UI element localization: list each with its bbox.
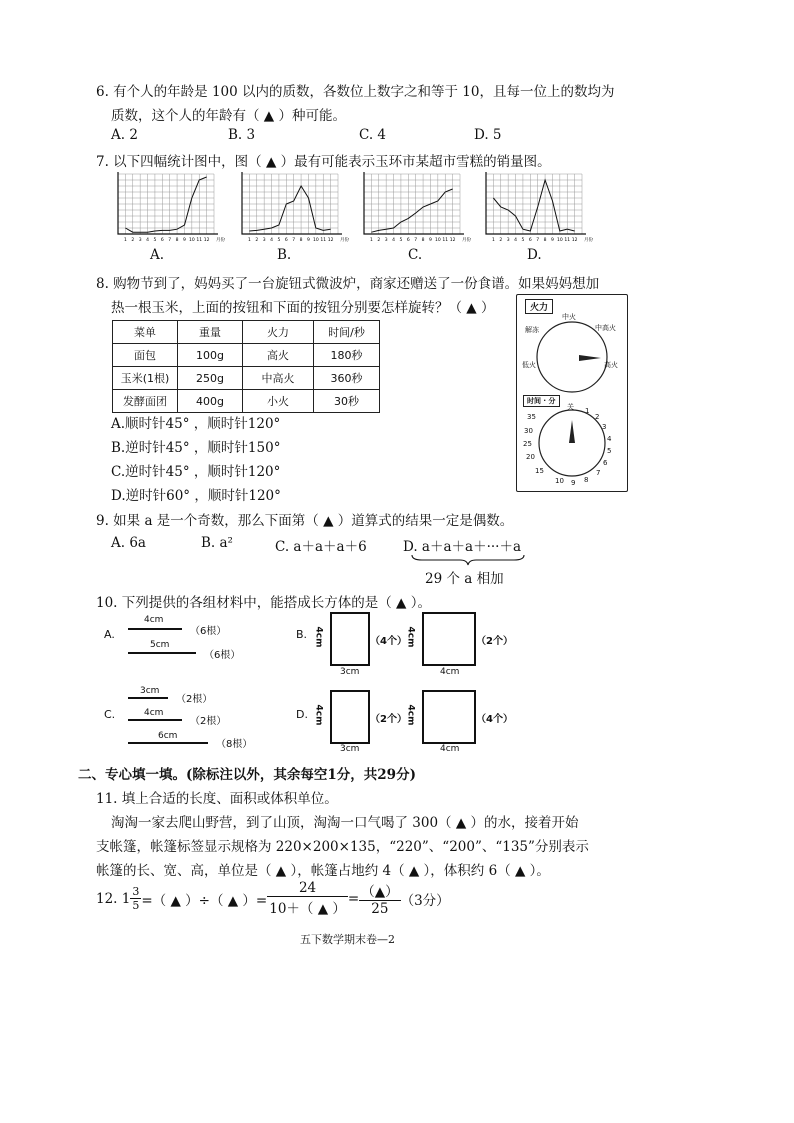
table-cell: 中高火 — [243, 367, 314, 390]
timer-number: 30 — [524, 427, 533, 435]
x-axis-unit: 月份 — [340, 238, 349, 243]
q12-frac2-den: 10＋（ ▲ ） — [269, 901, 346, 917]
q10-b-label: B. — [296, 628, 308, 641]
x-tick-label: 10 — [188, 238, 195, 243]
x-tick-label: 3 — [262, 238, 266, 243]
q7-label-d: D. — [527, 247, 542, 263]
q10-a-bar1 — [128, 628, 182, 630]
x-axis-unit: 月份 — [216, 238, 225, 243]
q7-chart-c — [356, 172, 478, 246]
timer-number: 15 — [535, 467, 544, 475]
q10-c-bar2-len: 4cm — [144, 708, 164, 718]
x-tick-label: 4 — [392, 238, 395, 243]
x-tick-label: 5 — [277, 238, 281, 243]
q12-mid: =（ ▲ ）÷（ ▲ ）= — [141, 892, 268, 909]
dial1-label-midhigh: 中高火 — [595, 324, 616, 332]
q12-prefix: 12. 1 — [96, 890, 131, 907]
q10-c-bar3-count: （8根） — [216, 739, 253, 750]
q7-label-a: A. — [150, 247, 165, 263]
page-footer: 五下数学期末卷—2 — [300, 933, 395, 946]
section2-title: 二、专心填一填。(除标注以外，其余每空1分，共29分) — [78, 767, 416, 783]
table-header: 重量 — [178, 321, 243, 344]
table-header: 菜单 — [113, 321, 178, 344]
q10-a-bar1-count: （6根） — [190, 626, 227, 637]
dial1-label-mid: 中火 — [562, 313, 576, 321]
x-tick-label: 1 — [491, 238, 495, 243]
q10-d-rect1-w: 3cm — [340, 744, 360, 754]
dial2-off: 关 — [567, 403, 574, 411]
q6-option-b: B. 3 — [228, 127, 256, 143]
q7-chart-d — [478, 172, 600, 246]
x-tick-label: 9 — [551, 238, 554, 243]
x-tick-label: 12 — [449, 238, 456, 243]
table-row — [113, 390, 380, 413]
dial1-label-defrost: 解冻 — [525, 326, 539, 334]
x-tick-label: 3 — [506, 238, 510, 243]
x-tick-label: 1 — [369, 238, 373, 243]
q10-a-bar2-len: 5cm — [150, 640, 170, 650]
q7-label-c: C. — [408, 247, 423, 263]
series-line — [249, 186, 330, 231]
q10-d-rect1 — [330, 690, 370, 744]
x-tick-label: 6 — [528, 238, 532, 243]
q6-option-c: C. 4 — [359, 127, 387, 143]
timer-number: 10 — [555, 477, 564, 485]
x-tick-label: 4 — [270, 238, 273, 243]
q12-frac1-num: 3 — [132, 885, 140, 898]
q11-line2: 支帐篷，帐篷标签显示规格为 220×200×135，“220”、“200”、“135”分别表示 — [96, 839, 589, 855]
table-cell: 180秒 — [314, 344, 380, 367]
table-row — [113, 367, 380, 390]
x-tick-label: 5 — [153, 238, 157, 243]
q11-line3: 帐篷的长、宽、高，单位是（ ▲ ），帐篷占地约 4（ ▲ ），体积约 6（ ▲ ）。 — [96, 863, 550, 879]
timer-number: 9 — [571, 479, 576, 487]
q10-c-bar1-len: 3cm — [140, 686, 160, 696]
timer-number: 7 — [596, 469, 601, 477]
q10-a-label: A. — [104, 628, 115, 641]
q12-fraction1 — [130, 885, 141, 912]
q6-option-a: A. 2 — [111, 127, 138, 143]
x-tick-label: 7 — [292, 238, 296, 243]
x-tick-label: 5 — [399, 238, 403, 243]
q10-d-rect1-count: （2个） — [370, 714, 407, 725]
x-tick-label: 8 — [175, 238, 179, 243]
q12-eq: = — [347, 890, 360, 907]
q10-b-rect2-w: 4cm — [440, 667, 460, 677]
x-tick-label: 11 — [442, 238, 449, 243]
table-header: 时间/秒 — [314, 321, 380, 344]
q10-d-rect2-count: （4个） — [476, 714, 513, 725]
x-tick-label: 4 — [514, 238, 517, 243]
q10-b-rect1 — [330, 612, 370, 666]
q10-b-rect1-h: 4cm — [313, 626, 324, 648]
series-line — [493, 180, 574, 231]
q10-b-rect2-count: （2个） — [476, 636, 513, 647]
x-tick-label: 5 — [521, 238, 525, 243]
x-tick-label: 3 — [384, 238, 388, 243]
q8-recipe-table — [112, 320, 380, 413]
dial1-label-high: 高火 — [604, 361, 618, 369]
q10-c-bar3-len: 6cm — [158, 731, 178, 741]
timer-number: 5 — [607, 447, 612, 455]
x-tick-label: 12 — [203, 238, 210, 243]
q9-brace-label: 29 个 a 相加 — [425, 571, 504, 587]
q12-frac3-num: （▲） — [359, 880, 400, 901]
q10-d-rect2-w: 4cm — [440, 744, 460, 754]
x-tick-label: 6 — [160, 238, 164, 243]
timer-number: 2 — [595, 413, 600, 421]
q12-frac3-den: 25 — [371, 901, 389, 917]
q9-option-c: C. a＋a＋a＋6 — [275, 539, 367, 555]
x-tick-label: 8 — [299, 238, 303, 243]
q10-c-bar3 — [128, 742, 208, 744]
x-tick-label: 11 — [196, 238, 203, 243]
x-tick-label: 9 — [429, 238, 432, 243]
x-tick-label: 9 — [183, 238, 186, 243]
q7-label-b: B. — [277, 247, 292, 263]
x-tick-label: 1 — [123, 238, 127, 243]
q9-text: 9. 如果 a 是一个奇数，那么下面第（ ▲ ）道算式的结果一定是偶数。 — [96, 513, 514, 529]
x-tick-label: 1 — [247, 238, 251, 243]
q11-line1: 淘淘一家去爬山野营，到了山顶，淘淘一口气喝了 300（ ▲ ）的水，接着开始 — [111, 815, 579, 831]
q9-brace — [410, 553, 526, 567]
timer-number: 20 — [526, 453, 535, 461]
x-tick-label: 3 — [138, 238, 142, 243]
q10-d-rect2 — [422, 690, 476, 744]
timer-number: 25 — [523, 440, 532, 448]
table-cell: 400g — [178, 390, 243, 413]
q12-frac2-num: 24 — [267, 880, 348, 897]
q7-text: 7. 以下四幅统计图中，图（ ▲ ）最有可能表示玉环市某超市雪糕的销量图。 — [96, 154, 551, 170]
q12-frac1-den: 5 — [132, 899, 140, 912]
table-row — [113, 344, 380, 367]
q10-c-bar1-count: （2根） — [176, 694, 213, 705]
q11-title: 11. 填上合适的长度、面积或体积单位。 — [96, 791, 338, 807]
q10-b-rect1-w: 3cm — [340, 667, 360, 677]
series-line — [125, 177, 206, 232]
q10-d-rect1-h: 4cm — [313, 704, 324, 726]
timer-number: 8 — [584, 476, 589, 484]
dial2-title: 时间 · 分 — [523, 395, 560, 407]
q10-a-bar2-count: （6根） — [204, 650, 241, 661]
x-tick-label: 2 — [499, 238, 503, 243]
q10-c-bar1 — [128, 697, 168, 699]
q10-b-rect2 — [422, 612, 476, 666]
x-tick-label: 8 — [543, 238, 547, 243]
x-tick-label: 7 — [414, 238, 418, 243]
table-cell: 小火 — [243, 390, 314, 413]
q12-fraction3 — [359, 880, 400, 917]
table-cell: 发酵面团 — [113, 390, 178, 413]
x-tick-label: 2 — [255, 238, 259, 243]
x-tick-label: 10 — [434, 238, 441, 243]
x-axis-unit: 月份 — [584, 238, 593, 243]
table-cell: 面包 — [113, 344, 178, 367]
q12-fraction2 — [267, 880, 348, 917]
q12-equation — [96, 880, 450, 917]
table-cell: 360秒 — [314, 367, 380, 390]
q8-line2: 热一根玉米，上面的按钮和下面的按钮分别要怎样旋转？（ ▲ ） — [111, 300, 495, 316]
x-tick-label: 2 — [377, 238, 381, 243]
x-tick-label: 8 — [421, 238, 425, 243]
q6-option-d: D. 5 — [474, 127, 502, 143]
table-cell: 高火 — [243, 344, 314, 367]
q6-line1: 6. 有个人的年龄是 100 以内的质数，各数位上数字之和等于 10，且每一位上的数均为 — [96, 84, 615, 100]
q10-c-bar2-count: （2根） — [190, 716, 227, 727]
power-dial-pointer — [579, 355, 601, 361]
q10-d-rect2-h: 4cm — [405, 704, 416, 726]
q10-a-bar1-len: 4cm — [144, 615, 164, 625]
q10-a-bar2 — [128, 652, 196, 654]
x-tick-label: 4 — [146, 238, 149, 243]
x-tick-label: 11 — [320, 238, 327, 243]
table-header-row — [113, 321, 380, 344]
dial1-label-low: 低火 — [522, 361, 536, 369]
q9-option-b: B. a² — [201, 535, 233, 551]
q7-chart-b — [234, 172, 356, 246]
table-header: 火力 — [243, 321, 314, 344]
q12-points: （3分） — [400, 892, 450, 909]
q10-text: 10. 下列提供的各组材料中，能搭成长方体的是（ ▲ ）。 — [96, 595, 431, 611]
x-tick-label: 11 — [564, 238, 571, 243]
timer-number: 4 — [607, 435, 612, 443]
timer-number: 1 — [585, 407, 590, 415]
q8-line1: 8. 购物节到了，妈妈买了一台旋钮式微波炉，商家还赠送了一份食谱。如果妈妈想加 — [96, 276, 600, 292]
x-tick-label: 6 — [406, 238, 410, 243]
q8-option-b: B.逆时针45° ，顺时针150° — [111, 440, 281, 456]
x-tick-label: 12 — [571, 238, 578, 243]
x-tick-label: 6 — [284, 238, 288, 243]
q8-option-c: C.逆时针45° ，顺时针120° — [111, 464, 281, 480]
x-axis-unit: 月份 — [462, 238, 471, 243]
q10-c-bar2 — [128, 719, 182, 721]
series-line — [371, 189, 452, 232]
q10-b-rect1-count: （4个） — [370, 636, 407, 647]
x-tick-label: 9 — [307, 238, 310, 243]
q10-d-label: D. — [296, 708, 308, 721]
timer-dial-pointer — [569, 420, 575, 443]
q9-option-d: D. a＋a＋a＋···＋a — [403, 539, 521, 555]
timer-number: 6 — [603, 459, 608, 467]
x-tick-label: 7 — [168, 238, 172, 243]
x-tick-label: 10 — [556, 238, 563, 243]
timer-number: 35 — [527, 413, 536, 421]
q8-option-d: D.逆时针60° ，顺时针120° — [111, 488, 281, 504]
q8-option-a: A.顺时针45° ，顺时针120° — [111, 416, 281, 432]
x-tick-label: 7 — [536, 238, 540, 243]
table-cell: 100g — [178, 344, 243, 367]
q7-chart-a — [110, 172, 232, 246]
table-cell: 250g — [178, 367, 243, 390]
x-tick-label: 2 — [131, 238, 135, 243]
q10-b-rect2-h: 4cm — [405, 626, 416, 648]
q9-option-a: A. 6a — [111, 535, 146, 551]
x-tick-label: 10 — [312, 238, 319, 243]
dial1-title: 火力 — [525, 299, 553, 314]
table-cell: 玉米(1根) — [113, 367, 178, 390]
q10-c-label: C. — [104, 708, 116, 721]
x-tick-label: 12 — [327, 238, 334, 243]
q6-line2: 质数，这个人的年龄有（ ▲ ）种可能。 — [111, 108, 346, 124]
microwave-panel — [516, 294, 628, 492]
timer-number: 3 — [602, 423, 607, 431]
table-cell: 30秒 — [314, 390, 380, 413]
